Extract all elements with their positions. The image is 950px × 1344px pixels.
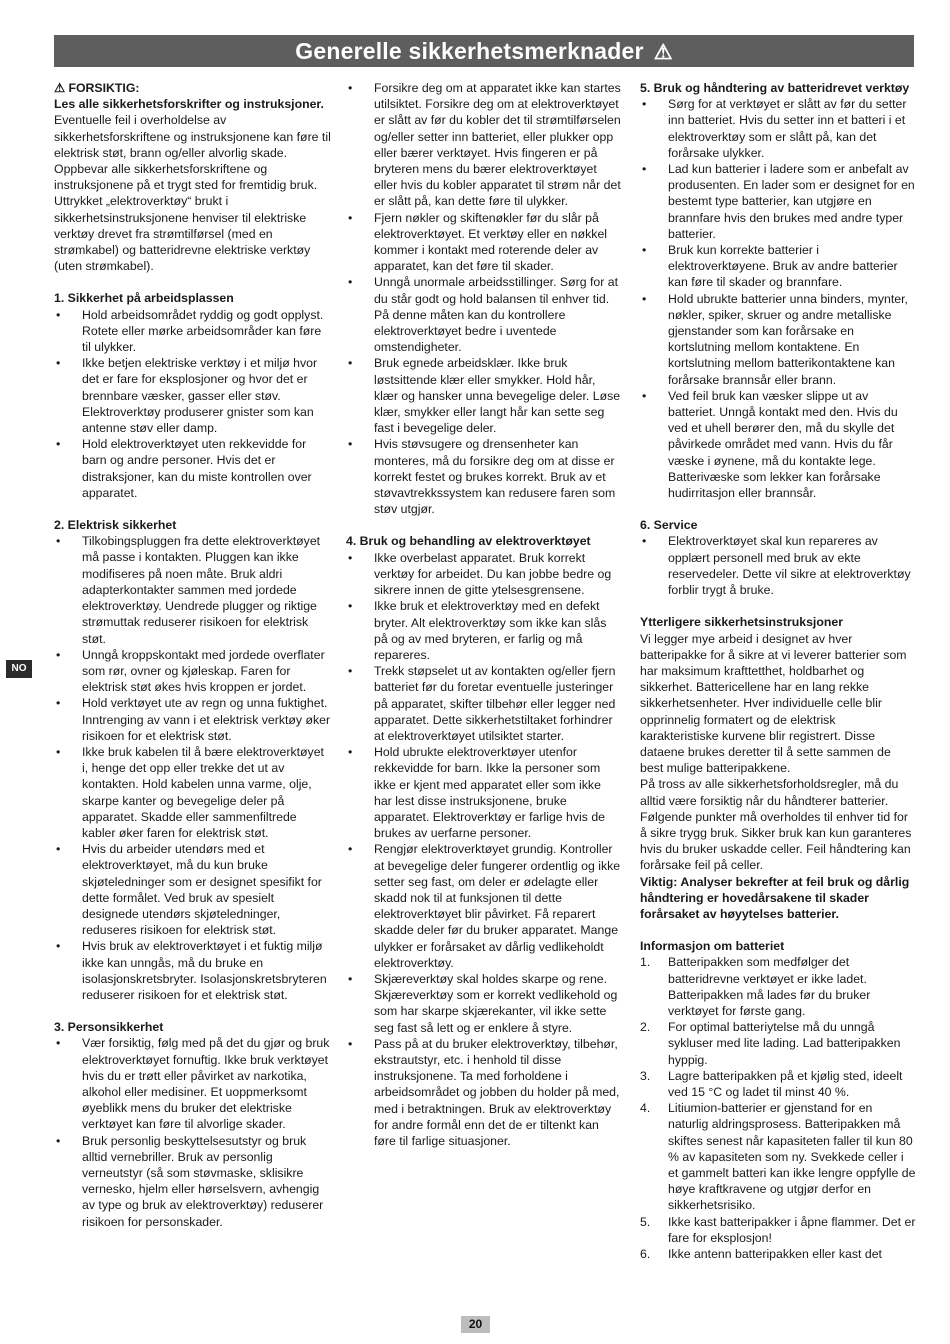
section-2-list	[54, 533, 332, 1003]
section-6-title: 6. Service	[640, 518, 698, 533]
list-item: • Bruk personlig beskyttelsesutstyr og bruk alltid vernebriller. Bruk av personlig verneutstyr (så som støvmaske, sklisikre vernesko, hjelm eller hørselsvern, avhengig av type og bruk av elektroverktøy) reduserer risikoen for personskader.	[54, 1133, 332, 1230]
important-note: Viktig: Analyser bekrefter at feil bruk og dårlig håndtering er hovedårsakene til skader forårsaket av høyytelses batterier.	[640, 874, 910, 921]
page-number: 20	[461, 1316, 490, 1333]
list-item: 2. For optimal batteriytelse må du unngå sykluser med lite lading. Lad batteripakken hyppig.	[640, 1020, 901, 1067]
list-item: 1. Batteripakken som medfølger det batteridrevne verktøyet er ikke ladet. Batteripakken må lades før du bruker verktøyet for første gang.	[640, 955, 871, 1018]
list-item: • Ved feil bruk kan væsker slippe ut av batteriet. Unngå kontakt med den. Hvis du ved et uhell berører den, må du skylle det påvirkede området med vann. Hvis du får væske i øynene, må du kontakte lege. Batterivæske som lekker kan forårsake hudirritasjon eller brannsår.	[640, 388, 916, 501]
caution-warning-icon: ⚠	[54, 81, 66, 95]
list-item: • Hold verktøyet ute av regn og unna fuktighet. Inntrenging av vann i et elektrisk verktøy øker risikoen for et elektrisk støt.	[54, 695, 332, 744]
list-item: • Tilkobingspluggen fra dette elektroverktøyet må passe i kontakten. Pluggen kan ikke modifiseres på noen måte. Bruk aldri adapterkontakter sammen med jordede elektroverktøy. Uendrede plugger og riktige strømuttak reduserer risikoen for elektrisk støt.	[54, 533, 332, 646]
section-6-list	[640, 533, 916, 598]
section-5-list	[640, 96, 916, 501]
list-item: • Unngå unormale arbeidsstillinger. Sørg for at du står godt og hold balansen til enhver tid. På denne måten kan du kontrollere elektroverktøyet bedre i uventede omstendigheter.	[346, 274, 622, 355]
further-paragraph-2: På tross av alle sikkerhetsforholdsregler, må du alltid være forsiktig når du håndterer batterier. Følgende punkter må overholdes til enhver tid for å sikre trygg bruk. Sikker bruk kan kun garanteres hvis du bruker uskadde celler. Feil håndtering kan forårsake feil på celler.	[640, 777, 912, 873]
list-item: • Lad kun batterier i ladere som er anbefalt av produsenten. En lader som er designet for en bestemt type batterier, kan utgjøre en brannfare hvis den brukes med andre typer batterier.	[640, 161, 916, 242]
section-3-list-continued	[346, 80, 622, 517]
list-item: • Hold ubrukte batterier unna binders, mynter, nøkler, spiker, skruer og andre metalliske gjenstander som kan forårsake en kortslutning mellom kontaktene. En kortslutning mellom batterikontaktene kan forårsake brannsår eller brann.	[640, 291, 916, 388]
further-paragraph-1: Vi legger mye arbeid i designet av hver batteripakke for å sikre at vi leverer batterier som har maksimum krafttetthet, holdbarhet og sikkerhet. Battericellene har en lang rekke sikkerhetsenheter. Hver individuelle celle blir opprinnelig formatert og de elektrisk karakteristiske kurvene blir registrert. Disse dataene brukes deretter til å sette sammen de best mulige batteripakkene.	[640, 631, 907, 776]
section-1-title: 1. Sikkerhet på arbeidsplassen	[54, 291, 234, 306]
list-item: • Vær forsiktig, følg med på det du gjør og bruk elektroverktøyet fornuftig. Ikke bruk verktøyet hvis du er trøtt eller påvirket av narkotika, alkohol eller medisiner. Et uoppmerksomt øyeblikk mens du bruker det elektriske verktøyet kan føre til alvorlige skader.	[54, 1035, 332, 1132]
page-title: Generelle sikkerhetsmerknader	[295, 38, 644, 64]
list-item: • Unngå kroppskontakt med jordede overflater som rør, ovner og kjøleskap. Faren for elektrisk støt økes hvis kroppen er jordet.	[54, 647, 332, 696]
list-item: • Ikke bruk kabelen til å bære elektroverktøyet i, henge det opp eller trekke det ut av kontakten. Hold kabelen unna varme, olje, skarpe kanter og bevegelige deler på apparatet. Skadde eller sammenfiltrede kabler øker faren for elektrisk støt.	[54, 744, 332, 841]
warning-triangle-icon: ⚠	[653, 41, 673, 64]
list-item: • Hvis bruk av elektroverktøyet i et fuktig miljø ikke kan unngås, må du bruke en isolasjonskretsbryter. Isolasjonskretsbryteren reduserer risikoen for et elektrisk støt.	[54, 938, 332, 1003]
column-3	[640, 80, 916, 1262]
section-4-list	[346, 550, 622, 1150]
list-item: • Elektroverktøyet skal kun repareres av opplært personell med bruk av ekte reservedeler. Dette vil sikre at elektroverktøy forblir trygt å bruke.	[640, 533, 916, 598]
list-item: • Fjern nøkler og skiftenøkler før du slår på elektroverktøyet. Et verktøy eller en nøkkel kommer i kontakt med roterende deler av apparatet, kan det føre til skader.	[346, 210, 622, 275]
caution-subtitle: Les alle sikkerhetsforskrifter og instruksjoner.	[54, 97, 324, 112]
list-item: 4. Litiumion-batterier er gjenstand for en naturlig aldringsprosess. Batteripakken må skiftes senest når kapasiteten faller til kun 80 % av kapasiteten som ny. Svekkede celler i et gammelt batteri kan ikke lengre oppfylle de høye kraftkravene og utgjør derfor en sikkerhetsrisiko.	[640, 1101, 916, 1213]
list-item: 6. Ikke antenn batteripakken eller kast det	[640, 1247, 882, 1262]
list-item: • Hold arbeidsområdet ryddig og godt opplyst. Rotete eller mørke arbeidsområder kan føre til ulykker.	[54, 307, 332, 356]
battery-info-list	[640, 954, 916, 1262]
section-3-title: 3. Personsikkerhet	[54, 1020, 164, 1035]
list-item: • Bruk egnede arbeidsklær. Ikke bruk løstsittende klær eller smykker. Hold hår, klær og hansker unna bevegelige deler. Løse klær, smykker eller langt hår kan sette seg fast i bevegelige deler.	[346, 355, 622, 436]
list-item: • Hvis støvsugere og drensenheter kan monteres, må du forsikre deg om at disse er korrekt festet og brukes korrekt. Bruk av et støvavtrekkssystem kan redusere faren som støv utgjør.	[346, 436, 622, 517]
section-5-title: 5. Bruk og håndtering av batteridrevet verktøy	[640, 81, 910, 95]
intro-paragraph: Eventuelle feil i overholdelse av sikkerhetsforskriftene og instruksjonene kan føre til elektrisk støt, brann og/eller alvorlig skade. Oppbevar alle sikkerhetsforskriftene og instruksjonene på et trygt sted for fremtidig bruk. Uttrykket „elektroverktøy“ brukt i sikkerhetsinstruksjonene henviser til elektriske verktøy drevet fra strømtilførsel (med en strømkabel) og batteridrevne elektriske verktøy (uten strømkabel).	[54, 113, 331, 274]
list-item: • Hvis du arbeider utendørs med et elektroverktøyet, må du kun bruke skjøteledninger som er designet spesifikt for dette formålet. Ved bruk av spesielt designede utendørs skjøteledninger, reduseres risikoen for elektrisk støt.	[54, 841, 332, 938]
section-1-list	[54, 307, 332, 501]
list-item: • Trekk støpselet ut av kontakten og/eller fjern batteriet før du foretar eventuelle justeringer på apparatet, skifter tilbehør eller legger ned apparatet. Dette sikkerhetstiltaket forhindrer at elektroverktøyet utilsiktet starter.	[346, 663, 622, 744]
section-3-list	[54, 1035, 332, 1229]
language-tab: NO	[6, 660, 32, 678]
list-item: • Rengjør elektroverktøyet grundig. Kontroller at bevegelige deler fungerer ordentlig og ikke setter seg fast, om deler er ødelagte eller skadd nok til at funksjonen til dette elektroverktøyet blir påvirket. Få reparert skadde deler før du bruker apparatet. Mange ulykker er forårsaket av dårlig vedlikeholdt elektroverktøy.	[346, 841, 622, 971]
list-item: • Forsikre deg om at apparatet ikke kan startes utilsiktet. Forsikre deg om at elektroverktøyet er slått av før du kobler det til strømtilførselen og/eller setter inn batteriet, eller plukker opp eller bærer verktøyet. Hvis fingeren er på bryteren mens du bærer elektroverktøyet eller hvis du kobler apparatet til strøm når det er slått på, kan dette føre til ulykker.	[346, 80, 622, 210]
list-item: • Ikke bruk et elektroverktøy med en defekt bryter. Alt elektroverktøy som ikke kan slås på og av med bryteren, er farlig og må repareres.	[346, 598, 622, 663]
list-item: • Hold elektroverktøyet uten rekkevidde for barn og andre personer. Hvis det er distraksjoner, kan du miste kontrollen over apparatet.	[54, 436, 332, 501]
column-1	[54, 80, 332, 1230]
caution-heading: ⚠ FORSIKTIG:	[54, 81, 140, 95]
list-item: • Pass på at du bruker elektroverktøy, tilbehør, ekstrautstyr, etc. i henhold til disse instruksjonene. Ta med forholdene i arbeidsområdet og jobben du holder på med, med i betraktningen. Bruk av elektroverktøy for andre formål enn det de er tiltenkt kan føre til farlige situasjoner.	[346, 1036, 622, 1149]
section-4-title: 4. Bruk og behandling av elektroverktøyet	[346, 534, 591, 549]
list-item: • Ikke overbelast apparatet. Bruk korrekt verktøy for arbeidet. Du kan jobbe bedre og sikrere innen de gitte ytelsesgrensene.	[346, 550, 622, 599]
column-2	[346, 80, 622, 1149]
list-item: • Sørg for at verktøyet er slått av før du setter inn batteriet. Hvis du setter inn et batteri i et elektroverktøy som er slått på, kan det forårsake ulykker.	[640, 96, 916, 161]
list-item: 5. Ikke kast batteripakker i åpne flammer. Det er fare for eksplosjon!	[640, 1214, 916, 1245]
list-item: • Ikke betjen elektriske verktøy i et miljø hvor det er fare for eksplosjoner og hvor det er brennbare væsker, gasser eller støv. Elektroverktøy produserer gnister som kan antenne støv eller damp.	[54, 355, 332, 436]
battery-info-title: Informasjon om batteriet	[640, 939, 785, 954]
further-instructions-title: Ytterligere sikkerhetsinstruksjoner	[640, 615, 843, 630]
list-item: 3. Lagre batteripakken på et kjølig sted, ideelt ved 15 °C og ladet til minst 40 %.	[640, 1068, 903, 1099]
list-item: • Skjæreverktøy skal holdes skarpe og rene. Skjæreverktøy som er korrekt vedlikehold og som har skarpe skjærekanter, vil ikke sette seg fast så lett og er enklere å styre.	[346, 971, 622, 1036]
section-2-title: 2. Elektrisk sikkerhet	[54, 518, 177, 533]
list-item: • Bruk kun korrekte batterier i elektroverktøyene. Bruk av andre batterier kan føre til skader og brannfare.	[640, 242, 916, 291]
page-title-bar	[54, 35, 914, 67]
list-item: • Hold ubrukte elektroverktøyer utenfor rekkevidde for barn. Ikke la personer som ikke er kjent med apparatet eller som ikke har lest disse instruksjonene, bruke apparatet. Elektroverktøy er farlige hvis de brukes av uerfarne personer.	[346, 744, 622, 841]
